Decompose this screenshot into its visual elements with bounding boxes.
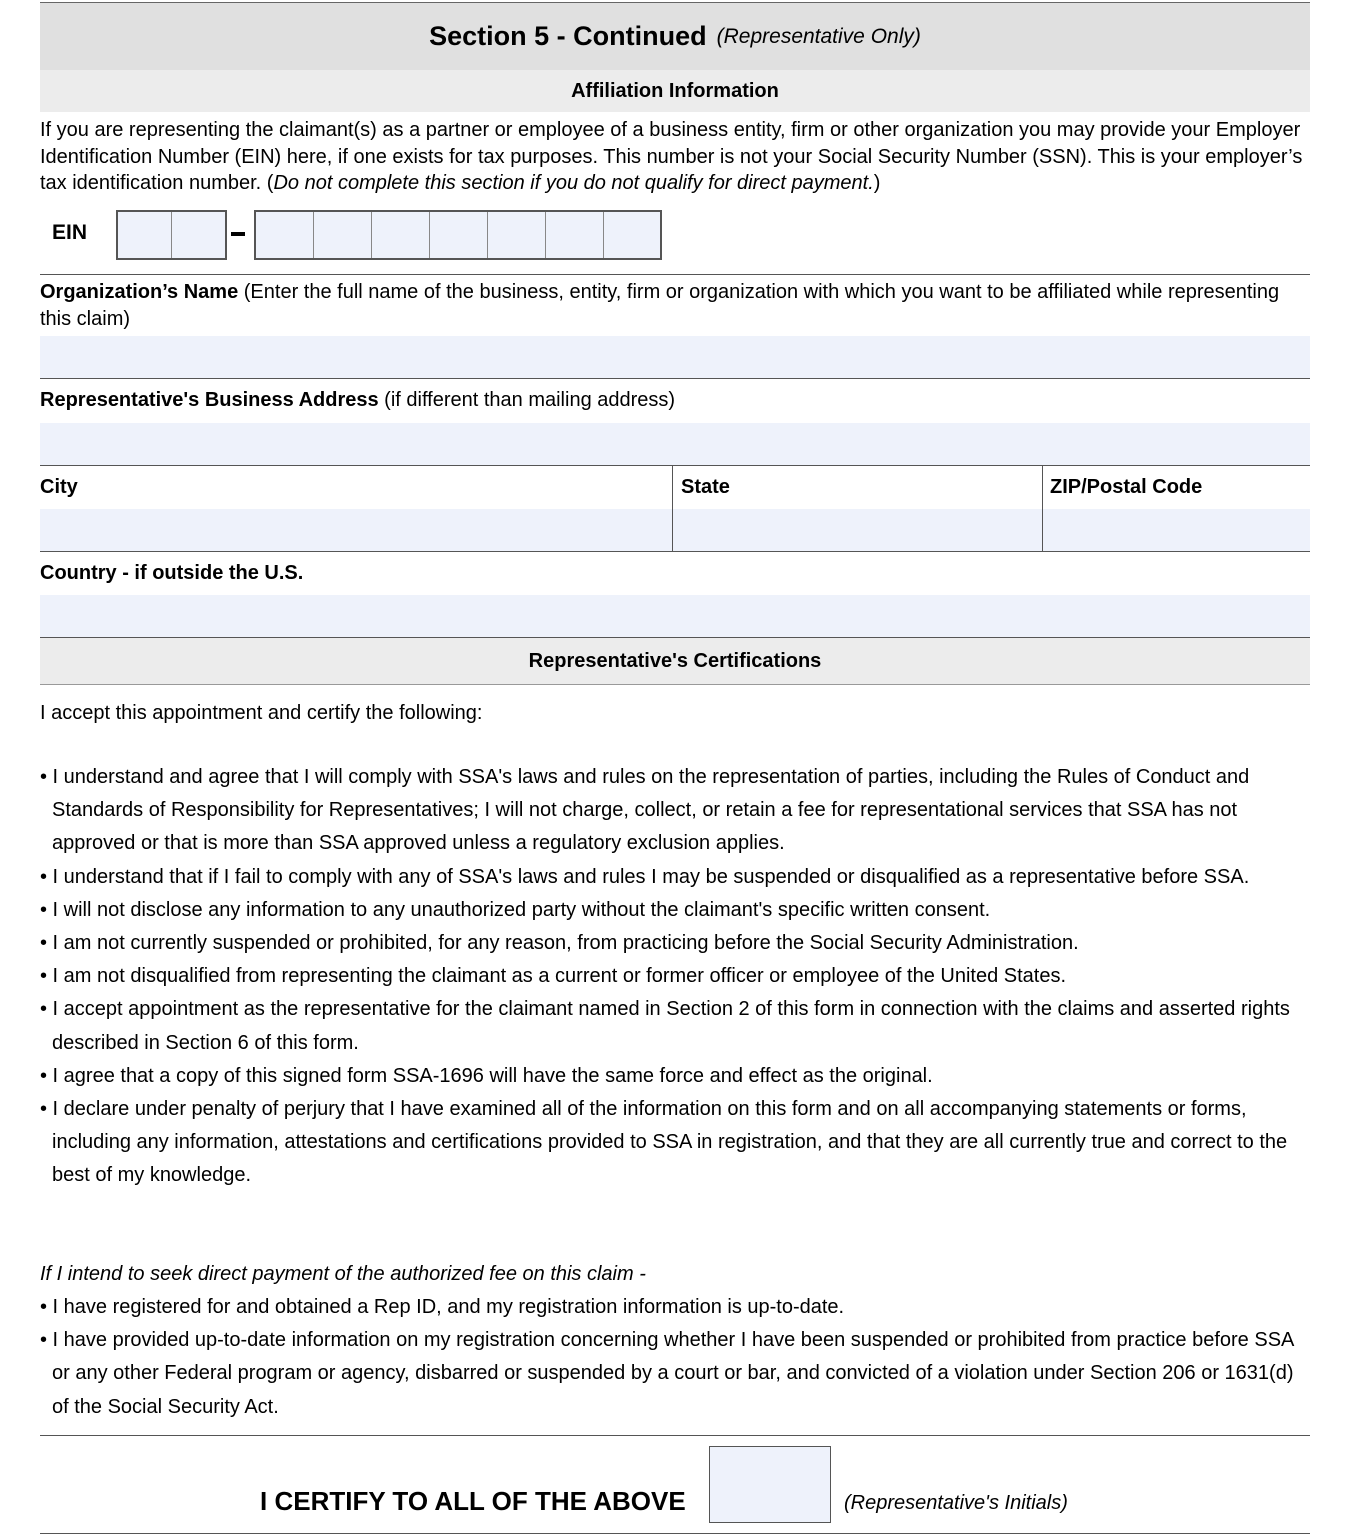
ein-digit-cell[interactable] — [604, 212, 660, 258]
ein-digit-cell[interactable] — [430, 212, 488, 258]
city-label: City — [40, 476, 78, 498]
direct-payment-list — [40, 1291, 1315, 1424]
list-item: • I understand and agree that I will comply with SSA's laws and rules on the representation of parties, including the Rules of Conduct and Standards of Responsibility for Representatives; I will not charge, collect, or retain a fee for representational services that SSA has not approved or that is more than SSA approved unless a regulatory exclusion applies. — [40, 766, 1250, 855]
divider — [40, 551, 1310, 552]
list-item: • I am not disqualified from representing the claimant as a current or former officer or employee of the United States. — [40, 965, 1067, 988]
ein-label: EIN — [52, 221, 88, 244]
certifications-intro: I accept this appointment and certify the following: — [40, 702, 483, 724]
ein-digit-cell[interactable] — [372, 212, 430, 258]
list-item: • I accept appointment as the representative for the claimant named in Section 2 of this form in connection with the claims and asserted rights described in Section 6 of this form. — [40, 998, 1290, 1054]
country-label: Country - if outside the U.S. — [40, 562, 304, 584]
list-item: • I declare under penalty of perjury that I have examined all of the information on this form and on all accompanying statements or forms, including any information, attestations and certifications provided to SSA in registration, and that they are all currently true and correct to the best of my knowledge. — [40, 1098, 1288, 1187]
column-divider — [1042, 465, 1043, 551]
list-item: • I have registered for and obtained a Rep ID, and my registration information is up-to-date. — [40, 1296, 845, 1318]
zip-label: ZIP/Postal Code — [1050, 476, 1203, 498]
state-label: State — [681, 476, 730, 498]
city-input[interactable] — [40, 509, 672, 551]
business-address-input[interactable] — [40, 423, 1310, 465]
section-header — [40, 2, 1310, 71]
ein-digit-cell[interactable] — [256, 212, 314, 258]
divider — [40, 1435, 1310, 1436]
certify-statement: I CERTIFY TO ALL OF THE ABOVE — [260, 1486, 686, 1516]
column-divider — [672, 465, 673, 551]
ein-digit-cell[interactable] — [172, 212, 225, 258]
ein-dash — [231, 232, 245, 236]
ein-digit-cell[interactable] — [118, 212, 172, 258]
ein-digit-cell[interactable] — [314, 212, 372, 258]
certifications-heading: Representative's Certifications — [40, 638, 1310, 685]
direct-payment-intro: If I intend to seek direct payment of the authorized fee on this claim - — [40, 1263, 646, 1285]
country-input[interactable] — [40, 595, 1310, 637]
state-input[interactable] — [673, 509, 1042, 551]
list-item: • I will not disclose any information to any unauthorized party without the claimant's specific written consent. — [40, 898, 991, 921]
divider — [40, 1533, 1310, 1534]
ein-suffix-input[interactable] — [254, 210, 662, 260]
ein-prefix-input[interactable] — [116, 210, 227, 260]
divider — [40, 465, 1310, 466]
divider — [40, 274, 1310, 275]
business-address-label: Representative's Business Address (if different than mailing address) — [40, 389, 676, 411]
affiliation-heading: Affiliation Information — [40, 70, 1310, 112]
initials-input[interactable] — [709, 1446, 831, 1523]
list-item: • I am not currently suspended or prohibited, for any reason, from practicing before the Social Security Administration. — [40, 932, 1079, 955]
zip-input[interactable] — [1043, 509, 1310, 551]
list-item: • I have provided up-to-date information on my registration concerning whether I have been suspended or prohibited from practice before SSA or any other Federal program or agency, disbarred or suspended by a court or bar, and convicted of a violation under Section 206 or 1631(d) of the Social Security Act. — [40, 1329, 1294, 1418]
section-subtitle: (Representative Only) — [716, 24, 921, 48]
divider — [40, 378, 1310, 379]
list-item: • I agree that a copy of this signed form SSA-1696 will have the same force and effect as the original. — [40, 1064, 933, 1087]
section-title: Section 5 - Continued — [429, 21, 707, 51]
initials-label: (Representative's Initials) — [844, 1492, 1068, 1514]
ein-digit-cell[interactable] — [546, 212, 604, 258]
certification-list — [40, 761, 1315, 1193]
org-name-input[interactable] — [40, 336, 1310, 378]
org-name-label: Organization’s Name (Enter the full name of the business, entity, firm or organization with which you want to be affiliated while representing this claim) — [40, 281, 1280, 330]
ein-digit-cell[interactable] — [488, 212, 546, 258]
affiliation-intro: If you are representing the claimant(s) as a partner or employee of a business entity, firm or other organization you may provide your Employer Identification Number (EIN) here, if one exists for tax purposes. This number is not your Social Security Number (SSN). This is your employer’s tax identification number. (Do not complete this section if you do not qualify for direct payment.) — [40, 119, 1303, 194]
list-item: • I understand that if I fail to comply with any of SSA's laws and rules I may be suspended or disqualified as a representative before SSA. — [40, 865, 1250, 888]
